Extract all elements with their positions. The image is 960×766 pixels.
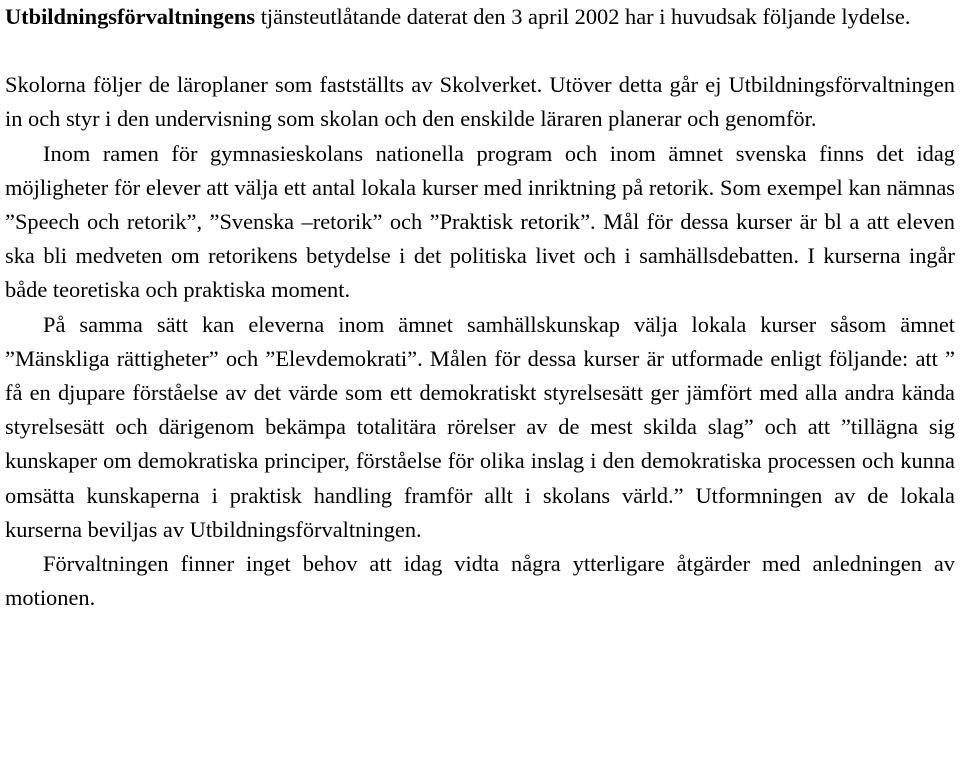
intro-bold-lead: Utbildningsförvaltningens (5, 4, 256, 29)
intro-rest: tjänsteutlåtande daterat den 3 april 2002 har i huvudsak följande lydelse. (255, 4, 911, 29)
paragraph-schools: Skolorna följer de läroplaner som fastställts av Skolverket. Utöver detta går ej Utbildningsförvaltningen in och styr i den undervisning som skolan och den enskilde läraren planerar och genomför. (5, 72, 955, 132)
paragraph-civics-courses: På samma sätt kan eleverna inom ämnet samhällskunskap välja lokala kurser såsom ämnet ”Mänskliga rättigheter” och ”Elevdemokrati”. Målen för dessa kurser är utformade enligt följande: att ” få en djupare förståelse av det värde som ett demokratiskt styrelsesätt ger jämfört med alla andra kända styrelsesätt och därigenom bekämpa totalitära rörelser av de mest skilda slag” och att ”tillägna sig kunskaper om demokratiska principer, förståelse för olika inslag i den demokratiska processen och kunna omsätta kunskaperna i praktisk handling framför allt i skolans värld.” Utformningen av de lokala kurserna beviljas av Utbildningsförvaltningen. (5, 311, 955, 542)
paragraph-conclusion: Förvaltningen finner inget behov att idag vidta några ytterligare åtgärder med anledningen av motionen. (5, 551, 955, 611)
intro-paragraph (5, 0, 955, 34)
paragraph-rhetoric-courses: Inom ramen för gymnasieskolans nationella program och inom ämnet svenska finns det idag möjligheter för elever att välja ett antal lokala kurser med inriktning på retorik. Som exempel kan nämnas ”Speech och retorik”, ”Svenska –retorik” och ”Praktisk retorik”. Mål för dessa kurser är bl a att eleven ska bli medveten om retorikens betydelse i det politiska livet och i samhällsdebatten. I kurserna ingår både teoretiska och praktiska moment. (5, 140, 955, 303)
